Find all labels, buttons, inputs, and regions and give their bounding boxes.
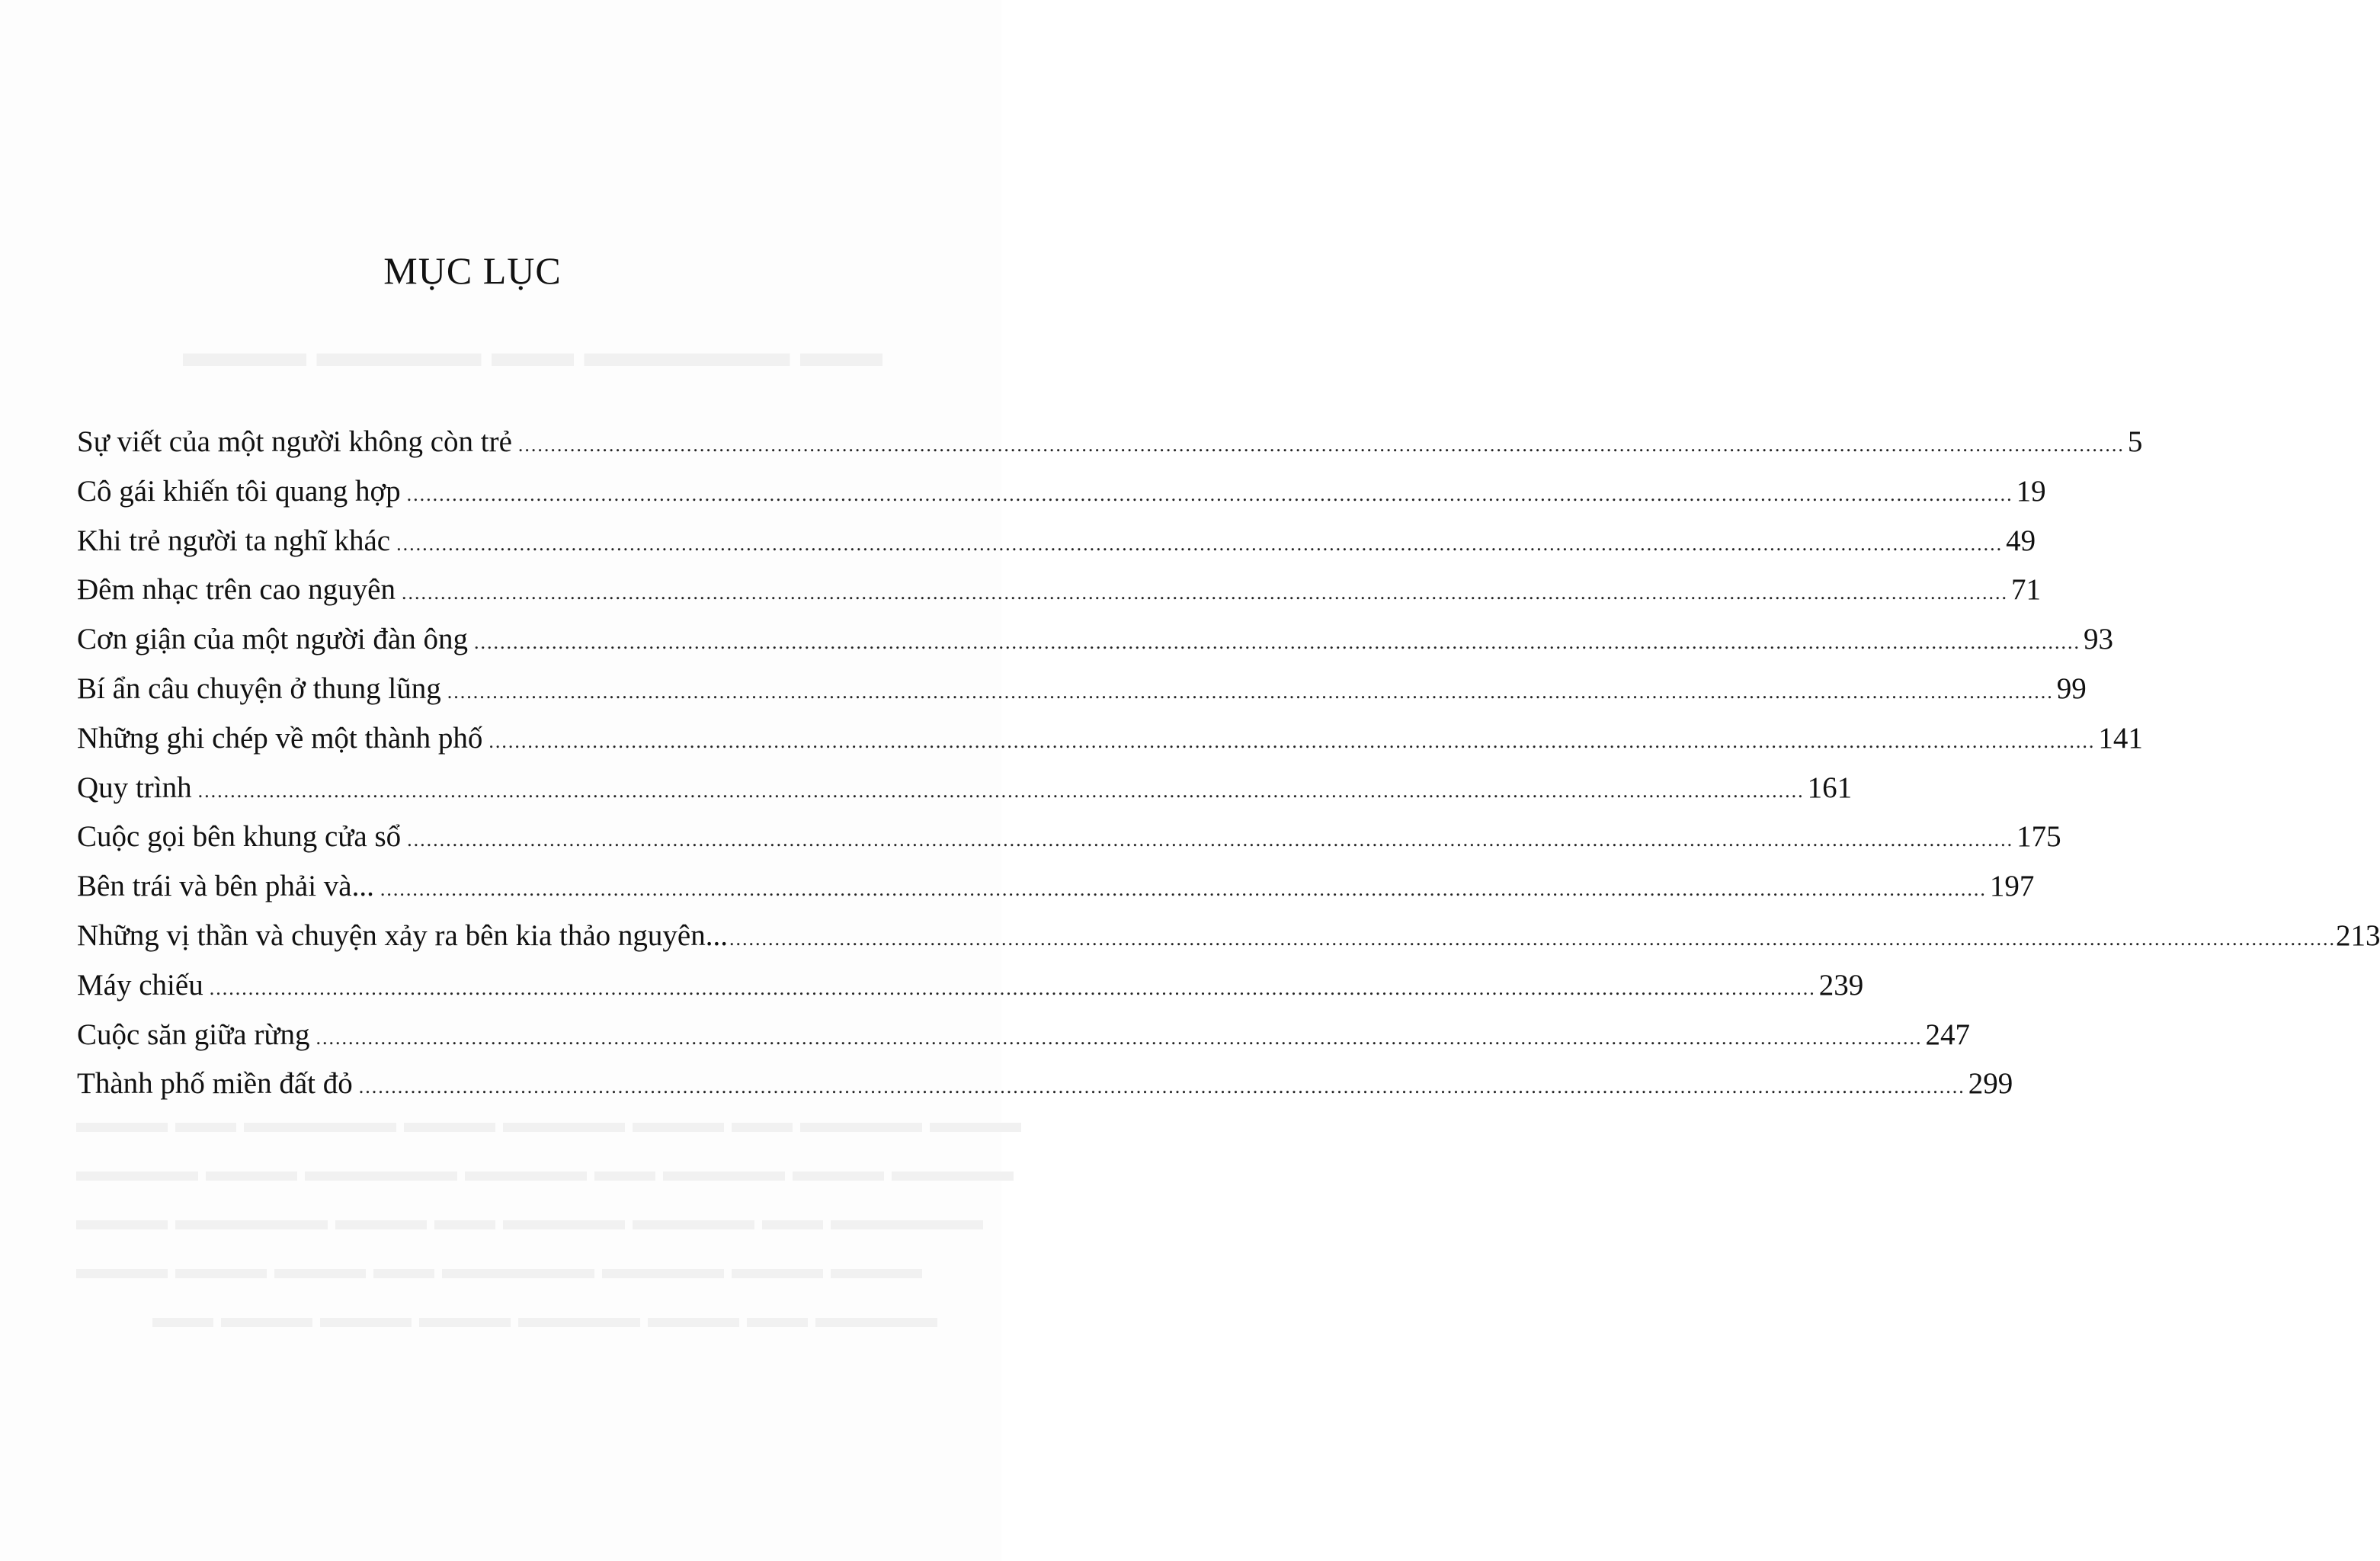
toc-entry-title: Thành phố miền đất đỏ (77, 1067, 353, 1101)
toc-entry-page: 299 (1968, 1067, 2013, 1101)
toc-entry-title: Đêm nhạc trên cao nguyên (77, 573, 396, 607)
toc-entry-page: 141 (2098, 721, 2143, 755)
toc-entry-title: Bí ẩn câu chuyện ở thung lũng (77, 672, 441, 705)
toc-leader-dots (380, 865, 1987, 915)
toc-leader-dots (729, 915, 2336, 964)
bleed-through-text: ▬▬▬▬ ▬▬▬ ▬▬▬▬▬ ▬▬▬▬ ▬▬ ▬▬▬▬ ▬▬▬ ▬▬▬▬ (76, 1153, 1014, 1188)
toc-entry-page: 175 (2016, 820, 2061, 854)
table-of-contents (77, 418, 2380, 1109)
page-title: MỤC LỤC (383, 248, 562, 292)
toc-entry-title: Cuộc gọi bên khung cửa sổ (77, 820, 402, 854)
toc-entry (77, 467, 2046, 517)
toc-entry (77, 566, 2041, 615)
toc-entry (77, 517, 2036, 566)
toc-entry-title: Máy chiếu (77, 968, 203, 1002)
toc-entry-page: 247 (1925, 1018, 1970, 1051)
toc-entry-title: Những ghi chép về một thành phố (77, 721, 483, 755)
toc-entry-page: 161 (1807, 771, 1853, 804)
toc-leader-dots (402, 569, 2008, 618)
toc-entry (77, 714, 2143, 764)
toc-leader-dots (447, 668, 2054, 717)
toc-leader-dots (407, 470, 2013, 520)
toc-leader-dots (359, 1063, 1965, 1112)
toc-entry-page: 71 (2011, 573, 2041, 607)
toc-entry (77, 615, 2113, 665)
toc-entry (77, 961, 1864, 1011)
toc-leader-dots (474, 618, 2080, 668)
toc-entry-title: Sự viết của một người không còn trẻ (77, 425, 512, 458)
toc-leader-dots (396, 520, 2003, 569)
toc-entry-title: Bên trái và bên phải và... (77, 870, 374, 903)
toc-leader-dots (488, 717, 2095, 767)
toc-entry-title: Cơn giận của một người đàn ông (77, 623, 468, 656)
toc-entry-title: Quy trình (77, 771, 192, 804)
toc-entry (77, 764, 1853, 813)
toc-entry-title: Cô gái khiến tôi quang hợp (77, 474, 401, 508)
toc-leader-dots (210, 964, 1816, 1014)
toc-entry-page: 197 (1989, 870, 2035, 903)
toc-entry (77, 418, 2143, 467)
toc-entry-page: 49 (2006, 524, 2036, 557)
toc-entry-page: 93 (2083, 623, 2113, 656)
toc-entry (77, 665, 2087, 714)
toc-entry-title: Cuộc săn giữa rừng (77, 1018, 310, 1051)
toc-entry-page: 5 (2127, 425, 2143, 458)
bleed-through-text: ▬▬▬ ▬▬▬▬▬ ▬▬▬ ▬▬ ▬▬▬▬ ▬▬▬▬ ▬▬ ▬▬▬▬▬ (76, 1202, 983, 1236)
toc-entry-page: 99 (2056, 672, 2087, 705)
toc-entry-page: 239 (1818, 968, 1864, 1002)
bleed-through-text: ▬▬ ▬▬▬ ▬▬▬ ▬▬▬ ▬▬▬▬ ▬▬▬ ▬▬ ▬▬▬▬ (152, 1300, 937, 1334)
bleed-through-text: ▬▬▬ ▬▬▬ ▬▬▬ ▬▬ ▬▬▬▬▬ ▬▬▬▬ ▬▬▬ ▬▬▬ (76, 1251, 922, 1285)
toc-leader-dots (407, 816, 2013, 865)
toc-entry (77, 862, 2035, 912)
toc-leader-dots (198, 767, 1805, 816)
toc-entry (77, 1059, 2013, 1109)
toc-entry (77, 813, 2061, 862)
toc-entry (77, 912, 2380, 961)
toc-entry-title: Khi trẻ người ta nghĩ khác (77, 524, 391, 557)
toc-entry-page: 19 (2016, 474, 2046, 508)
toc-entry-page: 213 (2335, 918, 2380, 952)
toc-entry (77, 1011, 1970, 1060)
toc-entry-title: Những vị thần và chuyện xảy ra bên kia thảo nguyên... (77, 918, 728, 952)
bleed-through-text: ▬▬▬ ▬▬ ▬▬▬▬▬ ▬▬▬ ▬▬▬▬ ▬▬▬ ▬▬ ▬▬▬▬ ▬▬▬ (76, 1104, 1021, 1139)
toc-leader-dots (316, 1014, 1922, 1063)
toc-leader-dots (518, 421, 2125, 470)
bleed-through-text: ▬▬▬ ▬▬▬▬ ▬▬ ▬▬▬▬▬ ▬▬ (183, 329, 882, 375)
